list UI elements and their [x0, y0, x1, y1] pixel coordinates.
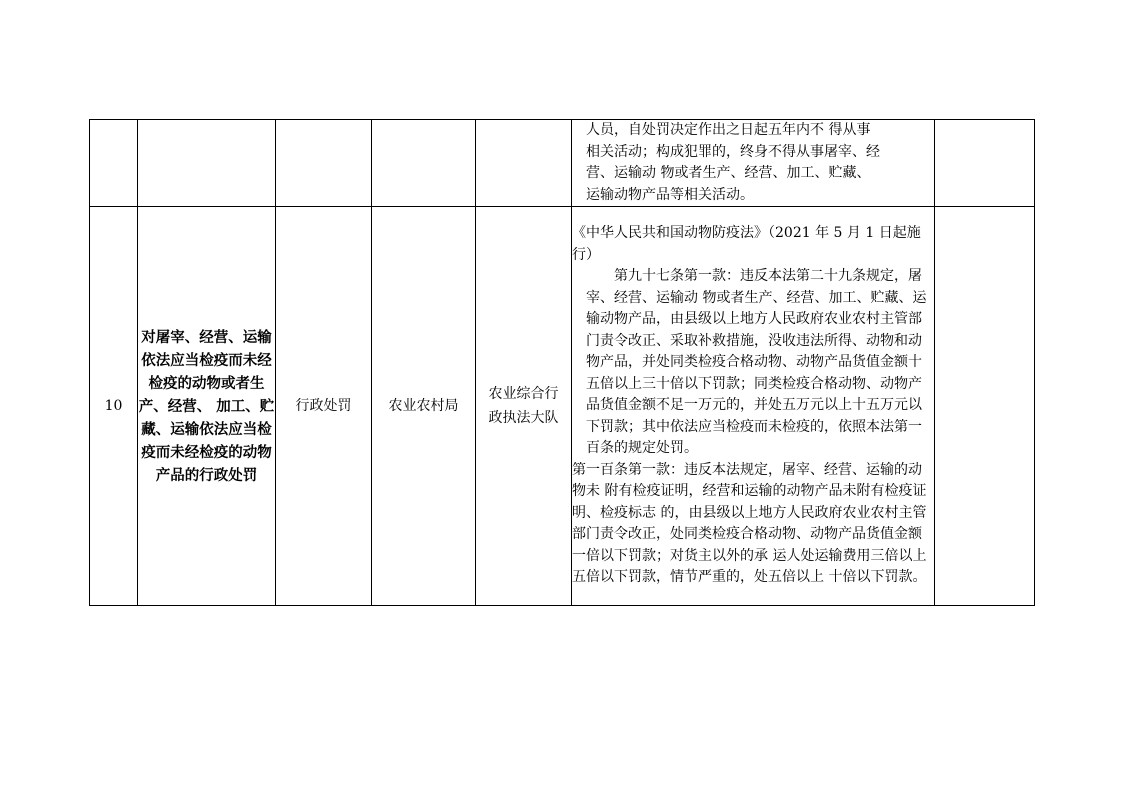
- article-100-clause-1: 第一百条第一款：违反本法规定，屠宰、经营、运输的动物未 附有检疫证明，经营和运输的动物产品未附有检疫证明、检疫标志 的，由县级以上地方人民政府农业农村主管部门责令改正，处同类检疫合格动物、动物产品货值金额一倍以下罚款；对货主以外的承 运人处运输费用三倍以上五倍以下罚款，情节严重的，处五倍以上 十倍以下罚款。: [572, 461, 927, 586]
- cell-enforcement-unit: [476, 120, 572, 207]
- cell-department: 农业农村局: [372, 207, 476, 606]
- cell-type: 行政处罚: [276, 207, 372, 606]
- article-97-clause-1: 第九十七条第一款：违反本法第二十九条规定，屠宰、经营、运输动 物或者生产、经营、加工、贮藏、运输动物产品，由县级以上地方人民政府农业农村主管部门责令改正、采取补救措施，没收违法所得、动物和动物产品，并处同类检疫合格动物、动物产品货值金额十五倍以上三十倍以下罚款；同类检疫合格动物、动物产品货值金额不足一万元的，并处五万元以上十五万元以下罚款；其中依法应当检疫而未检疫的，依照本法第一百条的规定处罚。: [586, 268, 927, 457]
- cell-number: 10: [90, 207, 138, 606]
- cell-legal-basis: [572, 120, 935, 207]
- law-title: 《中华人民共和国动物防疫法》（2021 年 5 月 1 日起施行）: [572, 225, 921, 263]
- cell-enforcement-unit: 农业综合行政执法大队: [476, 207, 572, 606]
- cell-legal-basis: [572, 207, 935, 606]
- basis-line: 营、运输动 物或者生产、经营、加工、贮藏、: [586, 165, 871, 181]
- cell-number: [90, 120, 138, 207]
- cell-item-name: 对屠宰、经营、运输依法应当检疫而未经检疫的动物或者生产、经营、 加工、贮藏、运输依法应当检疫而未经检疫的动物产品的行政处罚: [138, 207, 276, 606]
- cell-type: [276, 120, 372, 207]
- basis-line: 相关活动；构成犯罪的，终身不得从事屠宰、经: [586, 143, 880, 160]
- basis-line: 人员，自处罚决定作出之日起五年内不 得从事: [586, 122, 871, 138]
- table-row-10: [90, 207, 1035, 606]
- cell-item-name: [138, 120, 276, 207]
- cell-note: [935, 207, 1035, 606]
- basis-line: 运输动物产品等相关活动。: [586, 186, 754, 203]
- cell-department: [372, 120, 476, 207]
- penalty-table: [89, 119, 1035, 606]
- cell-note: [935, 120, 1035, 207]
- table-row-continued: [90, 120, 1035, 207]
